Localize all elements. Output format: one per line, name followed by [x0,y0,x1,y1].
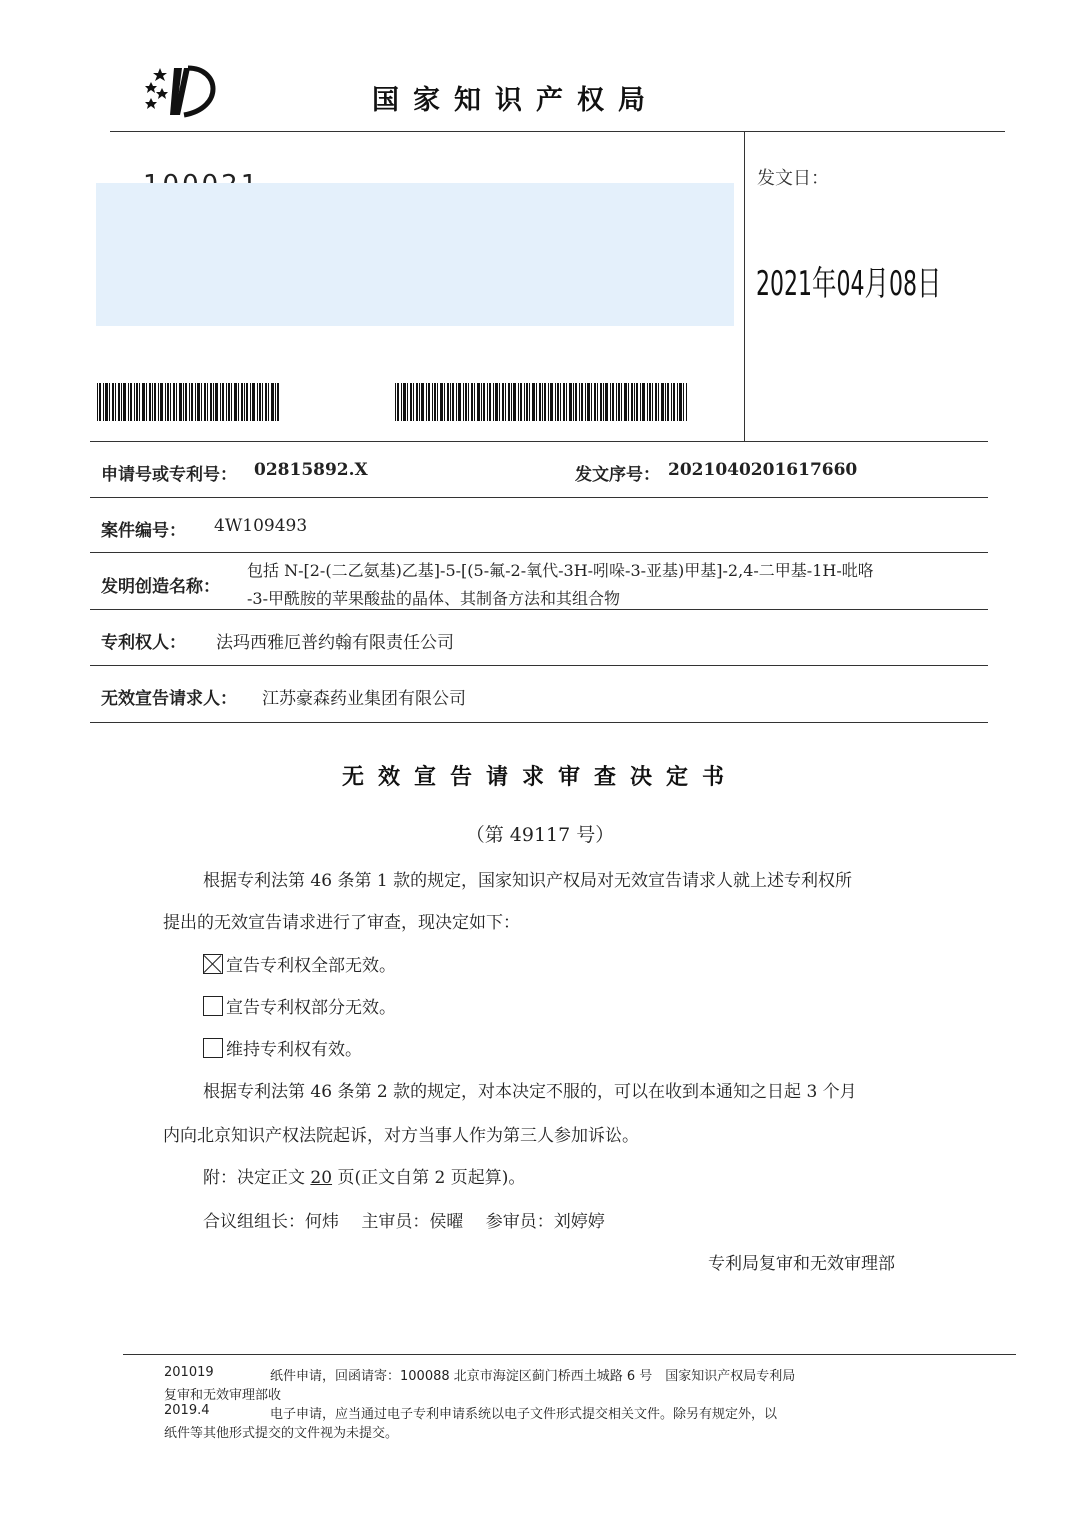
barcode-bar [624,383,627,421]
empty-box-icon [203,996,223,1016]
barcode-left [97,383,279,421]
footer-rule [123,1354,1016,1355]
table-rule-3 [90,552,988,553]
barcode-bar [481,383,482,421]
barcode-bar [407,383,408,421]
barcode-bar [649,383,651,421]
barcode-bar [679,383,682,421]
barcode-bar [477,383,480,421]
decision-number: （第 49117 号） [465,824,615,846]
barcode-bar [683,383,684,421]
barcode-bar [631,383,633,421]
barcode-bar [628,383,629,421]
barcode-bar [170,383,171,421]
barcode-bar [183,383,184,421]
barcode-bar [437,383,438,421]
barcode-bar [511,383,512,421]
barcode-bar [686,383,687,421]
barcode-bar [257,383,258,421]
barcode-bar [587,383,590,421]
footer-code-1: 201019 [164,1365,214,1380]
barcode-bar [118,383,120,421]
paragraph-1-line-1: 根据专利法第 46 条第 1 款的规定，国家知识产权局对无效宣告请求人就上述专利权所 [203,871,853,891]
barcode-bar [401,383,402,421]
barcode-bar [505,383,506,421]
footer-line-2b: 纸件等其他形式提交的文件视为未提交。 [164,1426,399,1441]
requester-label: 无效宣告请求人： [101,689,237,709]
option-label: 宣告专利权部分无效。 [226,998,396,1018]
barcode-bar [508,383,510,421]
barcode-bar [134,383,135,421]
barcode-bar [673,383,675,421]
barcode-bar [597,383,598,421]
barcode-bar [642,383,645,421]
barcode-bar [226,383,227,421]
barcode-bar [130,383,132,421]
barcode-bar [621,383,622,421]
barcode-bar [539,383,541,421]
barcode-bar [560,383,561,421]
barcode-bar [483,383,485,421]
barcode-bar [165,383,166,421]
barcode-bar [452,383,454,421]
attachment-pages: 20 [310,1168,333,1188]
case-number-value: 4W109493 [214,516,308,536]
barcode-bar [550,383,553,421]
barcode-bar [207,383,208,421]
option-label: 宣告专利权全部无效。 [226,956,396,976]
attachment-prefix: 附：决定正文 [203,1168,311,1188]
barcode-bar [167,383,169,421]
barcode-bar [99,383,101,421]
barcode-bar [410,383,412,421]
patentee-value: 法玛西雅厄普约翰有限责任公司 [216,633,454,653]
barcode-bar [529,383,530,421]
serial-number-label: 发文序号： [575,465,660,485]
barcode-bar [532,383,535,421]
barcode-bar [154,383,156,421]
barcode-bar [432,383,433,421]
barcode-bar [112,383,114,421]
barcode-bar [228,383,230,421]
barcode-bar [403,383,406,421]
barcode-bar [569,383,572,421]
barcode-bar [275,383,276,421]
empty-box-icon [203,1038,223,1058]
barcode-bar [241,383,243,421]
barcode-bar [661,383,664,421]
barcode-bar [213,383,214,421]
barcode-bar [579,383,580,421]
barcode-bar [655,383,657,421]
barcode-bar [244,383,245,421]
barcode-bar [271,383,274,421]
paragraph-1-line-2: 提出的无效宣告请求进行了审查，现决定如下： [163,913,520,933]
invention-name-line-2: -3-甲酰胺的苹果酸盐的晶体、其制备方法和其组合物 [247,589,620,608]
panel-members: 合议组组长：何炜 主审员：侯曜 参审员：刘婷婷 [203,1212,605,1232]
barcode-bar [176,383,177,421]
barcode-bar [487,383,488,421]
barcode-bar [246,383,248,421]
barcode-bar [444,383,445,421]
invention-name-line-1: 包括 N-[2-(二乙氨基)乙基]-5-[(5-氟-2-氧代-3H-吲哚-3-亚基)甲基]-2,4-二甲基-1H-吡咯 [247,561,874,580]
barcode-bar [123,383,126,421]
barcode-bar [447,383,449,421]
barcode-bar [413,383,414,421]
barcode-bar [397,383,399,421]
barcode-bar [647,383,648,421]
barcode-bar [220,383,221,421]
barcode-bar [128,383,129,421]
barcode-bar [603,383,604,421]
barcode-bar [185,383,187,421]
send-date-label: 发文日： [757,168,829,189]
barcode-bar [640,383,641,421]
footer-line-1: 纸件申请，回函请寄：100088 北京市海淀区蓟门桥西土城路 6 号 国家知识产权局专利局 [270,1369,796,1384]
barcode-bar [616,383,617,421]
footer-code-2: 2019.4 [164,1403,210,1418]
barcode-bar [581,383,583,421]
barcode-bar [652,383,653,421]
barcode-bar [440,383,443,421]
barcode-bar [618,383,620,421]
barcode-bar [204,383,206,421]
barcode-bar [426,383,427,421]
barcode-bar [463,383,464,421]
barcode-bar [105,383,108,421]
barcode-bar [160,383,163,421]
option-maintain-valid [203,1035,362,1060]
barcode-bar [456,383,457,421]
barcode-bar [465,383,467,421]
table-rule-1 [90,441,988,442]
barcode-bar [250,383,251,421]
barcode-bar [139,383,140,421]
barcode-bar [468,383,469,421]
barcode-bar [575,383,577,421]
table-rule-5 [90,665,988,666]
barcode-bar [502,383,504,421]
barcode-bar [658,383,659,421]
barcode-bar [499,383,500,421]
table-rule-4 [90,609,988,610]
barcode-bar [265,383,267,421]
barcode-bar [605,383,608,421]
barcode-bar [458,383,461,421]
option-label: 维持专利权有效。 [226,1040,362,1060]
barcode-bar [395,383,396,421]
barcode-bar [518,383,519,421]
barcode-bar [268,383,269,421]
barcode-bar [548,383,549,421]
barcode-bar [158,383,159,421]
cnipa-logo [140,60,230,120]
barcode-bar [665,383,666,421]
barcode-bar [97,383,98,421]
send-date: 2021年04月08日 [756,264,942,304]
barcode-bar [489,383,491,421]
application-number-value: 02815892.X [254,460,368,480]
option-invalid-all [203,951,396,976]
attachment-suffix: 页(正文自第 2 页起算)。 [332,1168,526,1188]
barcode-right [395,383,687,421]
barcode-bar [109,383,110,421]
application-number-label: 申请号或专利号： [101,465,237,485]
table-rule-2 [90,497,988,498]
barcode-bar [594,383,596,421]
option-invalid-part [203,993,396,1018]
barcode-bar [434,383,436,421]
barcode-bar [524,383,525,421]
barcode-bar [231,383,232,421]
footer-line-1b: 复审和无效审理部收 [164,1388,282,1403]
barcode-bar [152,383,153,421]
barcode-bar [536,383,537,421]
patentee-label: 专利权人： [101,633,186,653]
barcode-bar [191,383,193,421]
barcode-bar [612,383,614,421]
case-number-label: 案件编号： [101,521,186,541]
checked-box-icon [203,954,223,974]
invention-name-label: 发明创造名称： [101,577,220,597]
barcode-bar [513,383,516,421]
barcode-bar [189,383,190,421]
address-redaction-block [96,183,734,326]
barcode-bar [419,383,420,421]
barcode-bar [610,383,611,421]
requester-value: 江苏豪森药业集团有限公司 [262,689,466,709]
barcode-bar [526,383,528,421]
barcode-bar [259,383,261,421]
issuing-department: 专利局复审和无效审理部 [708,1254,895,1274]
barcode-bar [215,383,218,421]
barcode-bar [222,383,224,421]
barcode-bar [520,383,522,421]
barcode-bar [136,383,138,421]
barcode-bar [428,383,430,421]
barcode-bar [115,383,116,421]
barcode-bar [671,383,672,421]
barcode-bar [474,383,475,421]
paragraph-2-line-1: 根据专利法第 46 条第 2 款的规定，对本决定不服的，可以在收到本通知之日起 3 个月 [203,1082,857,1102]
barcode-bar [600,383,602,421]
barcode-bar [450,383,451,421]
barcode-bar [277,383,279,421]
barcode-bar [121,383,122,421]
barcode-bar [262,383,263,421]
barcode-bar [555,383,556,421]
decision-title: 无效宣告请求审查决定书 [341,765,738,790]
barcode-bar [591,383,592,421]
barcode-bar [563,383,565,421]
barcode-bar [197,383,200,421]
agency-name: 国家知识产权局 [372,85,659,116]
barcode-bar [416,383,418,421]
barcode-bar [634,383,635,421]
date-column-divider [744,131,745,441]
barcode-bar [636,383,638,421]
barcode-bar [234,383,237,421]
barcode-bar [471,383,473,421]
barcode-bar [544,383,546,421]
barcode-bar [173,383,175,421]
table-rule-6 [90,722,988,723]
attachment-note [203,1163,525,1188]
barcode-bar [210,383,212,421]
barcode-bar [493,383,494,421]
barcode-bar [142,383,145,421]
barcode-bar [103,383,104,421]
barcode-bar [677,383,678,421]
barcode-bar [179,383,182,421]
barcode-bar [146,383,147,421]
barcode-bar [201,383,202,421]
serial-number-value: 2021040201617660 [668,460,858,480]
barcode-bar [195,383,196,421]
barcode-bar [421,383,424,421]
barcode-bar [557,383,559,421]
paragraph-2-line-2: 内向北京知识产权法院起诉，对方当事人作为第三人参加诉讼。 [163,1126,639,1146]
barcode-bar [566,383,567,421]
barcode-bar [667,383,669,421]
barcode-bar [252,383,255,421]
header-rule [110,131,1005,132]
barcode-bar [495,383,498,421]
barcode-bar [238,383,239,421]
barcode-bar [149,383,151,421]
barcode-bar [573,383,574,421]
barcode-bar [542,383,543,421]
footer-line-2: 电子申请，应当通过电子专利申请系统以电子文件形式提交相关文件。除另有规定外，以 [270,1407,778,1422]
barcode-bar [585,383,586,421]
